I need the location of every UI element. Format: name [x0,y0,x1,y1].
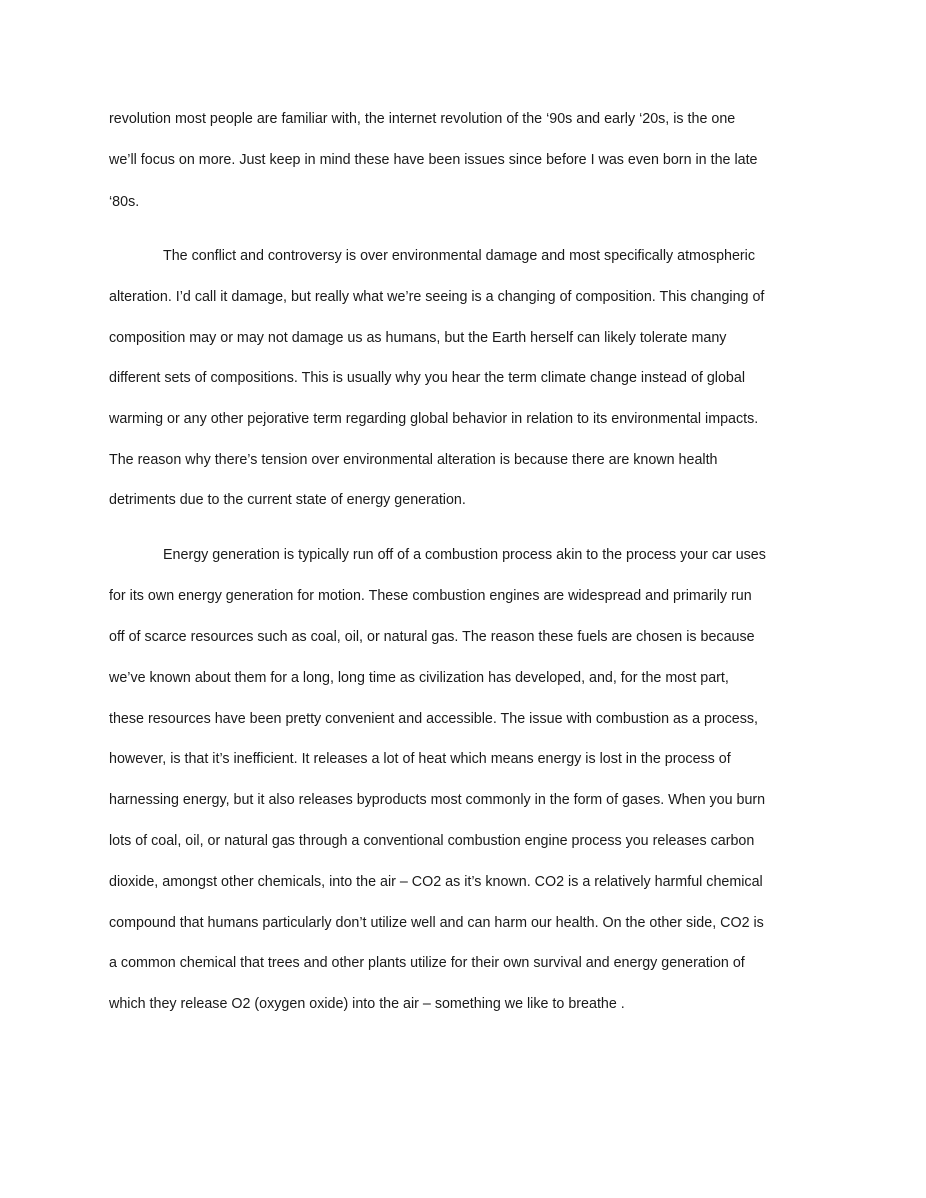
paragraph-3-line-9: dioxide, amongst other chemicals, into the air – CO2 as it’s known. CO2 is a relatively harmful chemical [109,874,763,890]
paragraph-3-line-6: however, is that it’s inefficient. It releases a lot of heat which means energy is lost in the process of [109,751,731,767]
paragraph-1-line-3: ‘80s. [109,194,140,210]
paragraph-2-line-4: different sets of compositions. This is usually why you hear the term climate change instead of global [109,370,746,386]
paragraph-3-line-5: these resources have been pretty convenient and accessible. The issue with combustion as a process, [109,711,759,727]
paragraph-2-line-5: warming or any other pejorative term regarding global behavior in relation to its environmental impacts. [109,411,759,427]
paragraph-3-line-8: lots of coal, oil, or natural gas through a conventional combustion engine process you releases carbon [109,833,755,849]
paragraph-2-line-7: detriments due to the current state of energy generation. [109,492,466,508]
paragraph-3-line-1: Energy generation is typically run off of a combustion process akin to the process your car uses [163,547,766,563]
paragraph-2-line-6: The reason why there’s tension over environmental alteration is because there are known health [109,452,718,468]
paragraph-3-line-7: harnessing energy, but it also releases byproducts most commonly in the form of gases. When you burn [109,792,766,808]
paragraph-3-line-11: a common chemical that trees and other plants utilize for their own survival and energy generation of [109,955,745,971]
paragraph-3-line-2: for its own energy generation for motion. These combustion engines are widespread and primarily run [109,588,752,604]
paragraph-2-line-2: alteration. I’d call it damage, but really what we’re seeing is a changing of composition. This changing of [109,289,765,305]
paragraph-1-line-2: we’ll focus on more. Just keep in mind these have been issues since before I was even born in the late [109,152,758,168]
paragraph-1-line-1: revolution most people are familiar with, the internet revolution of the ‘90s and early ‘20s, is the one [109,111,736,127]
paragraph-3-line-4: we’ve known about them for a long, long time as civilization has developed, and, for the most part, [109,670,729,686]
paragraph-3-line-10: compound that humans particularly don’t utilize well and can harm our health. On the other side, CO2 is [109,915,764,931]
paragraph-3-line-12: which they release O2 (oxygen oxide) into the air – something we like to breathe . [109,996,625,1012]
paragraph-2-line-1: The conflict and controversy is over environmental damage and most specifically atmospheric [163,248,756,264]
paragraph-3-line-3: off of scarce resources such as coal, oil, or natural gas. The reason these fuels are chosen is because [109,629,755,645]
paragraph-2-line-3: composition may or may not damage us as humans, but the Earth herself can likely tolerate many [109,330,727,346]
